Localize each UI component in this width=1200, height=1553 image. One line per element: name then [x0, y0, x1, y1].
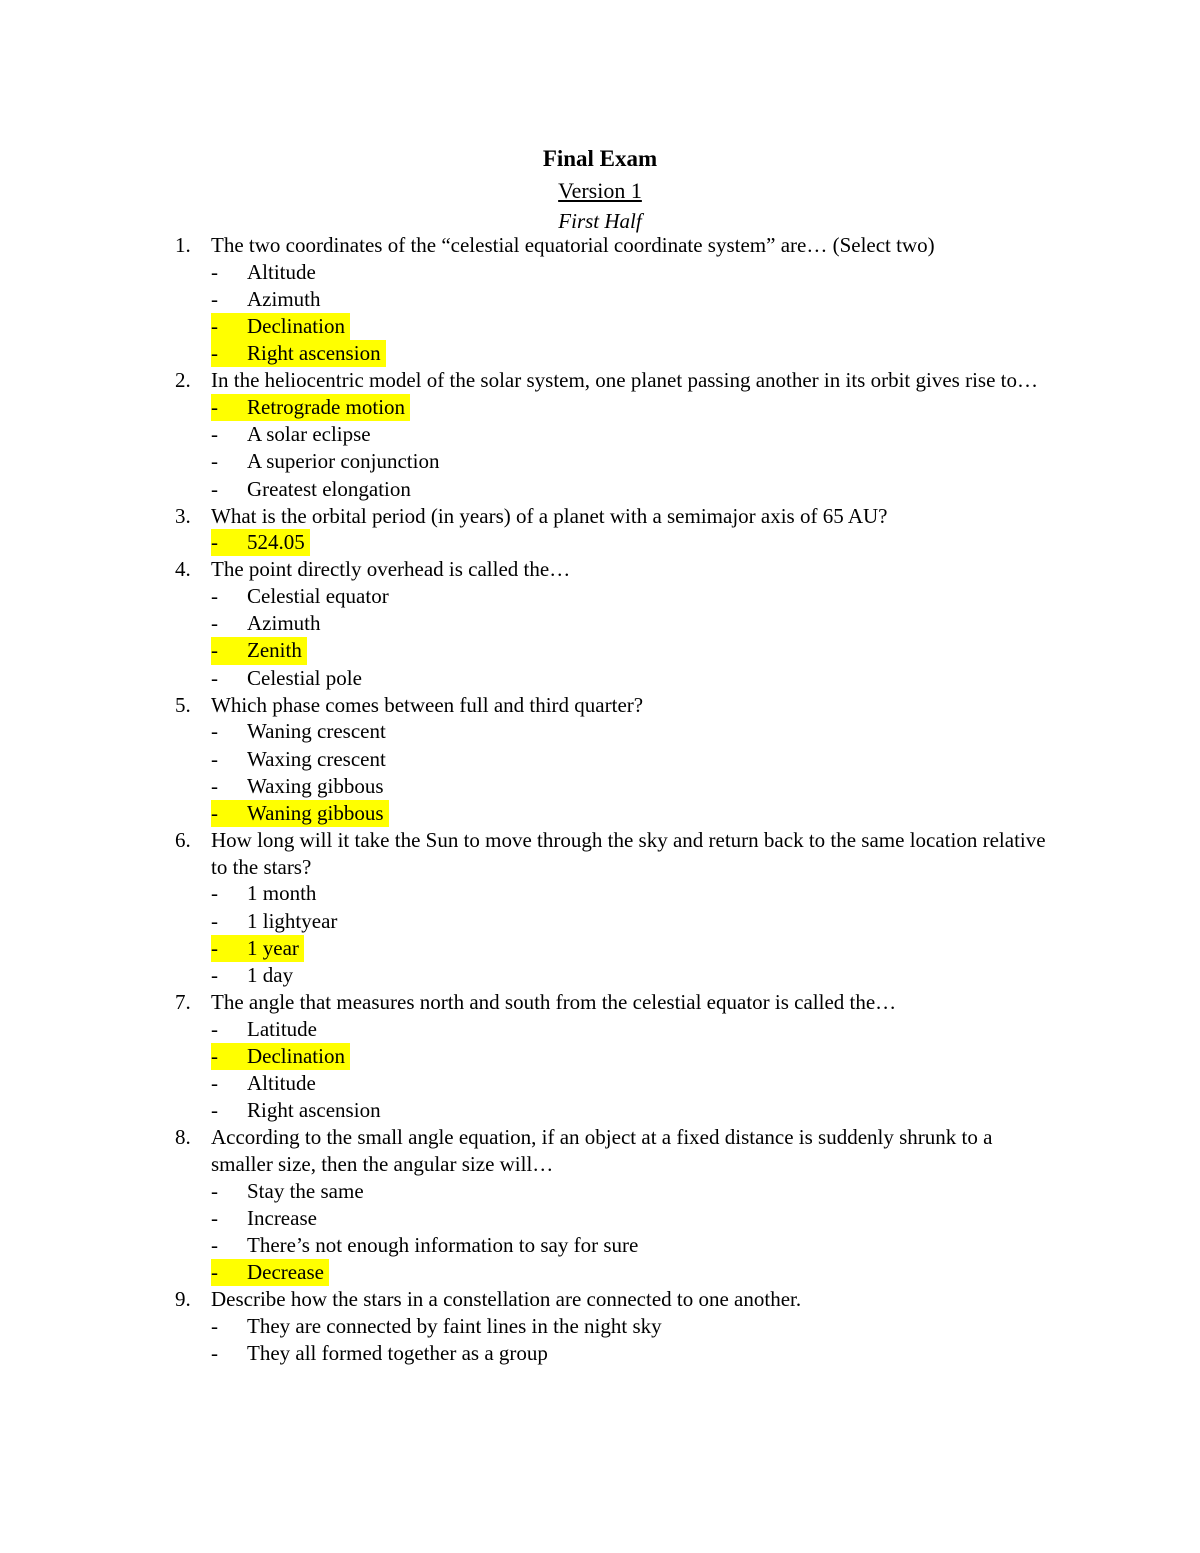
- question-line: [0, 367, 1051, 394]
- exam-section: First Half: [558, 209, 642, 233]
- question-number: 6.: [175, 828, 191, 853]
- answer-options: [0, 259, 1200, 368]
- question-number: 2.: [175, 368, 191, 393]
- answer-options: [0, 529, 1200, 556]
- bullet-dash: -: [211, 1071, 218, 1096]
- question-line: [0, 692, 1051, 719]
- answer-text: Azimuth: [247, 611, 321, 636]
- answer-options: [0, 1178, 1200, 1287]
- question-item: [0, 989, 1200, 1124]
- question-text: The two coordinates of the “celestial equatorial coordinate system” are… (Select two): [211, 233, 935, 257]
- answer-option-highlighted: [0, 800, 1200, 827]
- answer-option: [0, 1313, 1200, 1340]
- question-number: 7.: [175, 990, 191, 1015]
- answer-options: [0, 1313, 1200, 1367]
- answer-option: [0, 880, 1200, 907]
- question-line: [0, 556, 1051, 583]
- answer-options: [0, 583, 1200, 692]
- answer-option: [0, 1205, 1200, 1232]
- answer-option-highlighted: [0, 529, 1200, 556]
- question-item: [0, 556, 1200, 691]
- answer-text: Declination: [247, 313, 345, 338]
- bullet-dash: -: [211, 800, 218, 825]
- answer-option: [0, 962, 1200, 989]
- bullet-dash: -: [211, 1016, 218, 1041]
- answer-text: 1 year: [247, 935, 299, 960]
- answer-text: Latitude: [247, 1016, 317, 1041]
- answer-text: Waning gibbous: [247, 800, 384, 825]
- answer-option: [0, 583, 1200, 610]
- question-text: The point directly overhead is called the…: [211, 557, 571, 582]
- question-text: The angle that measures north and south from the celestial equator is called the…: [211, 990, 897, 1015]
- answer-text: Declination: [247, 1043, 345, 1068]
- answer-option-highlighted: [0, 637, 1200, 664]
- question-item: [0, 1286, 1200, 1367]
- answer-option: [0, 476, 1200, 503]
- bullet-dash: -: [211, 1233, 218, 1257]
- answer-option: [0, 286, 1200, 313]
- question-line: [0, 1124, 1051, 1177]
- answer-text: Zenith: [247, 638, 302, 663]
- bullet-dash: -: [211, 476, 218, 501]
- bullet-dash: -: [211, 286, 218, 311]
- bullet-dash: -: [211, 719, 218, 744]
- answer-text: Stay the same: [247, 1178, 364, 1203]
- bullet-dash: -: [211, 962, 218, 987]
- answer-text: 1 month: [247, 881, 317, 906]
- answer-options: [0, 394, 1200, 503]
- question-line: [0, 232, 1051, 259]
- answer-text: They all formed together as a group: [247, 1341, 548, 1366]
- question-text: How long will it take the Sun to move through the sky and return back to the same location relative to the stars?: [211, 828, 1046, 879]
- answer-options: [0, 1016, 1200, 1125]
- answer-text: Decrease: [247, 1260, 324, 1285]
- answer-text: 1 lightyear: [247, 908, 338, 933]
- question-number: 1.: [175, 233, 191, 257]
- answer-text: Celestial equator: [247, 584, 389, 609]
- question-text: What is the orbital period (in years) of a planet with a semimajor axis of 65 AU?: [211, 503, 888, 528]
- bullet-dash: -: [211, 1178, 218, 1203]
- bullet-dash: -: [211, 584, 218, 609]
- answer-text: Right ascension: [247, 1098, 381, 1123]
- answer-option-highlighted: [0, 1259, 1200, 1286]
- answer-text: Waxing gibbous: [247, 773, 384, 798]
- answer-text: Azimuth: [247, 286, 321, 311]
- answer-option: [0, 773, 1200, 800]
- bullet-dash: -: [211, 1341, 218, 1366]
- answer-option: [0, 908, 1200, 935]
- exam-header: [0, 142, 1200, 235]
- bullet-dash: -: [211, 530, 218, 555]
- bullet-dash: -: [211, 908, 218, 933]
- question-number: 5.: [175, 692, 191, 717]
- question-item: [0, 827, 1200, 989]
- answer-option: [0, 421, 1200, 448]
- bullet-dash: -: [211, 394, 218, 419]
- answer-text: Right ascension: [247, 341, 381, 366]
- bullet-dash: -: [211, 341, 218, 366]
- bullet-dash: -: [211, 881, 218, 906]
- bullet-dash: -: [211, 773, 218, 798]
- answer-option-highlighted: [0, 1043, 1200, 1070]
- bullet-dash: -: [211, 935, 218, 960]
- answer-option: [0, 259, 1200, 286]
- question-item: [0, 503, 1200, 557]
- question-text: In the heliocentric model of the solar system, one planet passing another in its orbit gives rise to…: [211, 368, 1038, 393]
- exam-title: Final Exam: [542, 146, 658, 171]
- question-text: Which phase comes between full and third quarter?: [211, 692, 644, 717]
- question-line: [0, 827, 1051, 880]
- bullet-dash: -: [211, 611, 218, 636]
- answer-option: [0, 746, 1200, 773]
- question-item: [0, 232, 1200, 367]
- question-text: Describe how the stars in a constellation are connected to one another.: [211, 1287, 802, 1312]
- answer-option-highlighted: [0, 394, 1200, 421]
- question-list: [0, 232, 1200, 1367]
- question-number: 9.: [175, 1287, 191, 1312]
- answer-text: 1 day: [247, 962, 294, 987]
- question-item: [0, 692, 1200, 827]
- answer-text: Waxing crescent: [247, 746, 386, 771]
- answer-text: Increase: [247, 1205, 317, 1230]
- question-text: According to the small angle equation, if an object at a fixed distance is suddenly shrunk to a smaller size, then the angular size will…: [211, 1125, 993, 1177]
- answer-options: [0, 880, 1200, 989]
- answer-text: A superior conjunction: [247, 449, 440, 474]
- answer-text: Altitude: [247, 259, 316, 284]
- answer-option: [0, 448, 1200, 475]
- answer-text: Celestial pole: [247, 665, 362, 690]
- answer-option: [0, 1070, 1200, 1097]
- answer-option-highlighted: [0, 340, 1200, 367]
- exam-version: Version 1: [558, 178, 642, 203]
- bullet-dash: -: [211, 422, 218, 447]
- answer-option: [0, 718, 1200, 745]
- answer-text: 524.05: [247, 530, 305, 555]
- bullet-dash: -: [211, 1098, 218, 1123]
- answer-text: They are connected by faint lines in the night sky: [247, 1313, 662, 1338]
- bullet-dash: -: [211, 638, 218, 663]
- question-number: 3.: [175, 503, 191, 528]
- question-number: 8.: [175, 1125, 191, 1150]
- bullet-dash: -: [211, 665, 218, 690]
- bullet-dash: -: [211, 746, 218, 771]
- question-line: [0, 1286, 1051, 1313]
- question-line: [0, 503, 1051, 530]
- answer-option-highlighted: [0, 313, 1200, 340]
- answer-text: A solar eclipse: [247, 422, 371, 447]
- bullet-dash: -: [211, 313, 218, 338]
- question-item: [0, 1124, 1200, 1286]
- answer-option: [0, 610, 1200, 637]
- answer-text: Altitude: [247, 1071, 316, 1096]
- answer-text: There’s not enough information to say for sure: [247, 1233, 639, 1257]
- question-number: 4.: [175, 557, 191, 582]
- answer-option: [0, 1016, 1200, 1043]
- question-line: [0, 989, 1051, 1016]
- question-item: [0, 367, 1200, 502]
- bullet-dash: -: [211, 449, 218, 474]
- answer-option: [0, 1232, 1200, 1259]
- answer-option: [0, 1097, 1200, 1124]
- bullet-dash: -: [211, 1205, 218, 1230]
- answer-option: [0, 665, 1200, 692]
- bullet-dash: -: [211, 1043, 218, 1068]
- answer-options: [0, 718, 1200, 827]
- answer-option: [0, 1340, 1200, 1367]
- answer-text: Retrograde motion: [247, 394, 406, 419]
- answer-option: [0, 1178, 1200, 1205]
- answer-text: Greatest elongation: [247, 476, 411, 501]
- answer-text: Waning crescent: [247, 719, 386, 744]
- bullet-dash: -: [211, 259, 218, 284]
- bullet-dash: -: [211, 1313, 218, 1338]
- bullet-dash: -: [211, 1260, 218, 1285]
- answer-option-highlighted: [0, 935, 1200, 962]
